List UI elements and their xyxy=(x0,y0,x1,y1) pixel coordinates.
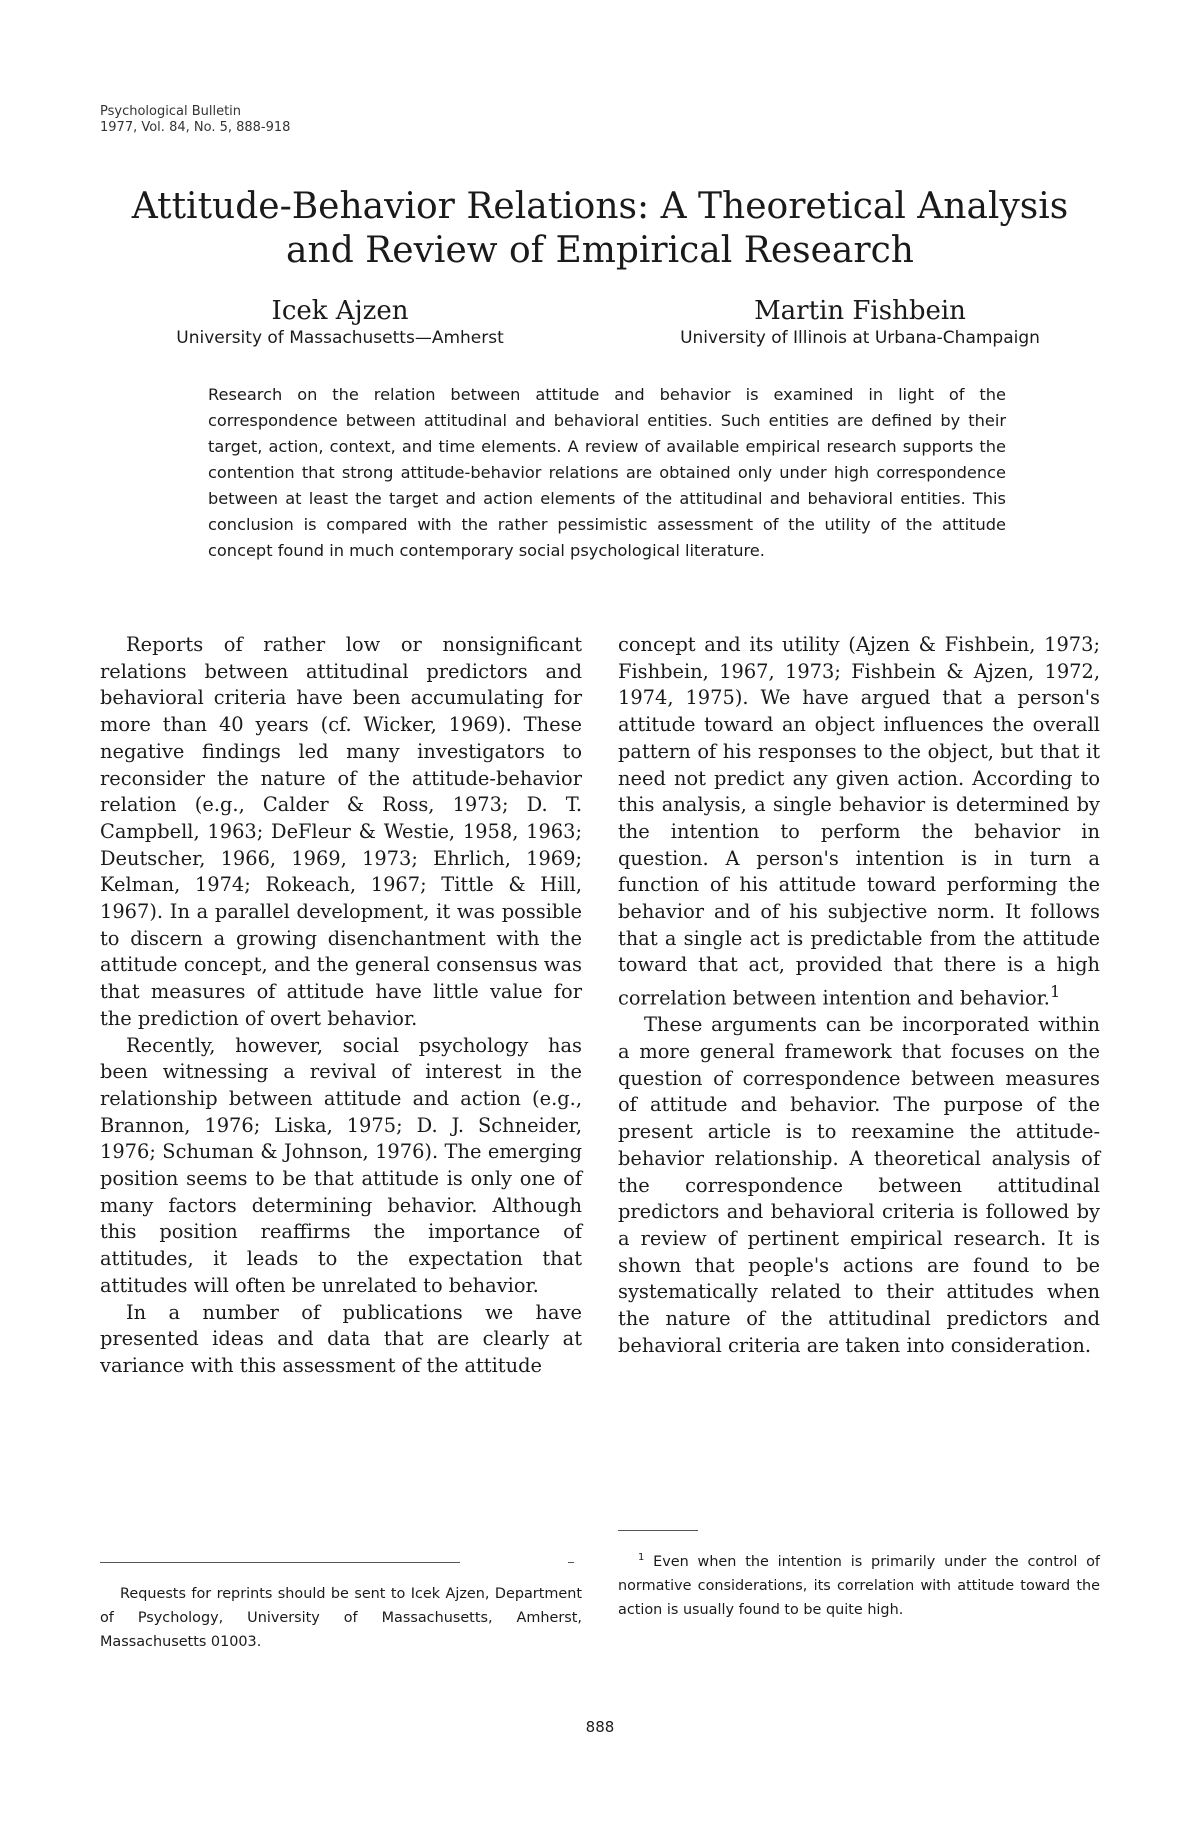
author-affiliation: University of Massachusetts—Amherst xyxy=(176,328,504,348)
journal-header xyxy=(100,104,290,136)
author-block-1 xyxy=(110,295,570,349)
abstract: Research on the relation between attitude and behavior is examined in light of the correspondence between attitudinal and behavioral entities. Such entities are defined by their target, action, context, and time elements. A review of available empirical research supports the contention that strong attitude-behavior relations are obtained only under high correspondence between at least the target and action elements of the attitudinal and behavioral entities. This conclusion is compared with the rather pessimistic assessment of the utility of the attitude concept found in much contemporary social psychological literature. xyxy=(208,385,1006,560)
title-line-2: and Review of Empirical Research xyxy=(286,230,914,271)
article-title xyxy=(120,185,1080,273)
title-line-1: Attitude-Behavior Relations: A Theoretical Analysis xyxy=(131,186,1069,227)
journal-name: Psychological Bulletin xyxy=(100,104,242,119)
continued-text: concept and its utility (Ajzen & Fishbein, 1973; Fishbein, 1967, 1973; Fishbein & Ajzen, 1972, 1974, 1975). We have argued that a person's attitude toward an object influences the overall pattern of his responses to the object, but that it need not predict any given action. According to this analysis, a single behavior is determined by the intention to perform the behavior in question. A person's intention is in turn a function of his attitude toward performing the behavior and of his subjective norm. It follows that a single act is predictable from the attitude toward that act, provided that there is a high correlation between intention and behavior. xyxy=(618,633,1100,1010)
footnote-rule xyxy=(618,1530,698,1531)
author-name: Icek Ajzen xyxy=(271,296,409,326)
footnote-1 xyxy=(618,1546,1100,1622)
body-paragraph: Recently, however, social psychology has been witnessing a revival of interest in the relationship between attitude and action (e.g., Brannon, 1976; Liska, 1975; D. J. Schneider, 1976; Schuman & Johnson, 1976). The emerging position seems to be that attitude is only one of many factors determining behavior. Although this position reaffirms the importance of attitudes, it leads to the expectation that attitudes will often be unrelated to behavior. xyxy=(100,1033,582,1297)
body-column-left xyxy=(100,632,582,1380)
footnote-reference: 1 xyxy=(1049,982,1061,1002)
footnote-reprints: Requests for reprints should be sent to Icek Ajzen, Department of Psychology, University of Massachusetts, Amherst, Massachusetts 01003. xyxy=(100,1586,582,1650)
author-name: Martin Fishbein xyxy=(754,296,966,326)
footnote-mark: 1 xyxy=(638,1552,645,1563)
author-affiliation: University of Illinois at Urbana-Champaign xyxy=(680,328,1040,348)
body-paragraph: Reports of rather low or nonsignificant relations between attitudinal predictors and behavioral criteria have been accumulating for more than 40 years (cf. Wicker, 1969). These negative findings led many investigators to reconsider the nature of the attitude-behavior relation (e.g., Calder & Ross, 1973; D. T. Campbell, 1963; DeFleur & Westie, 1958, 1963; Deutscher, 1966, 1969, 1973; Ehrlich, 1969; Kelman, 1974; Rokeach, 1967; Tittle & Hill, 1967). In a parallel development, it was possible to discern a growing disenchantment with the attitude concept, and the general consensus was that measures of attitude have little value for the prediction of overt behavior. xyxy=(100,633,582,1030)
body-paragraph: These arguments can be incorporated within a more general framework that focuses on the question of correspondence between measures of attitude and behavior. The purpose of the present article is to reexamine the attitude-behavior relationship. A theoretical analysis of the correspondence between attitudinal predictors and behavioral criteria is followed by a review of pertinent empirical research. It is shown that people's actions are found to be systematically related to their attitudes when the nature of the attitudinal predictors and behavioral criteria are taken into consideration. xyxy=(618,1013,1100,1357)
author-block-2 xyxy=(620,295,1100,349)
footnote-text: Even when the intention is primarily under the control of normative considerations, its correlation with attitude toward the action is usually found to be quite high. xyxy=(618,1553,1100,1618)
journal-citation: 1977, Vol. 84, No. 5, 888-918 xyxy=(100,120,291,135)
footnote-rule xyxy=(100,1562,460,1563)
body-paragraph: In a number of publications we have presented ideas and data that are clearly at variance with this assessment of the attitude xyxy=(100,1300,582,1377)
body-paragraph-continued xyxy=(618,632,1100,1012)
body-column-right xyxy=(618,632,1100,1359)
page-number: 888 xyxy=(585,1718,615,1736)
footnote-rule-tick xyxy=(568,1562,574,1563)
